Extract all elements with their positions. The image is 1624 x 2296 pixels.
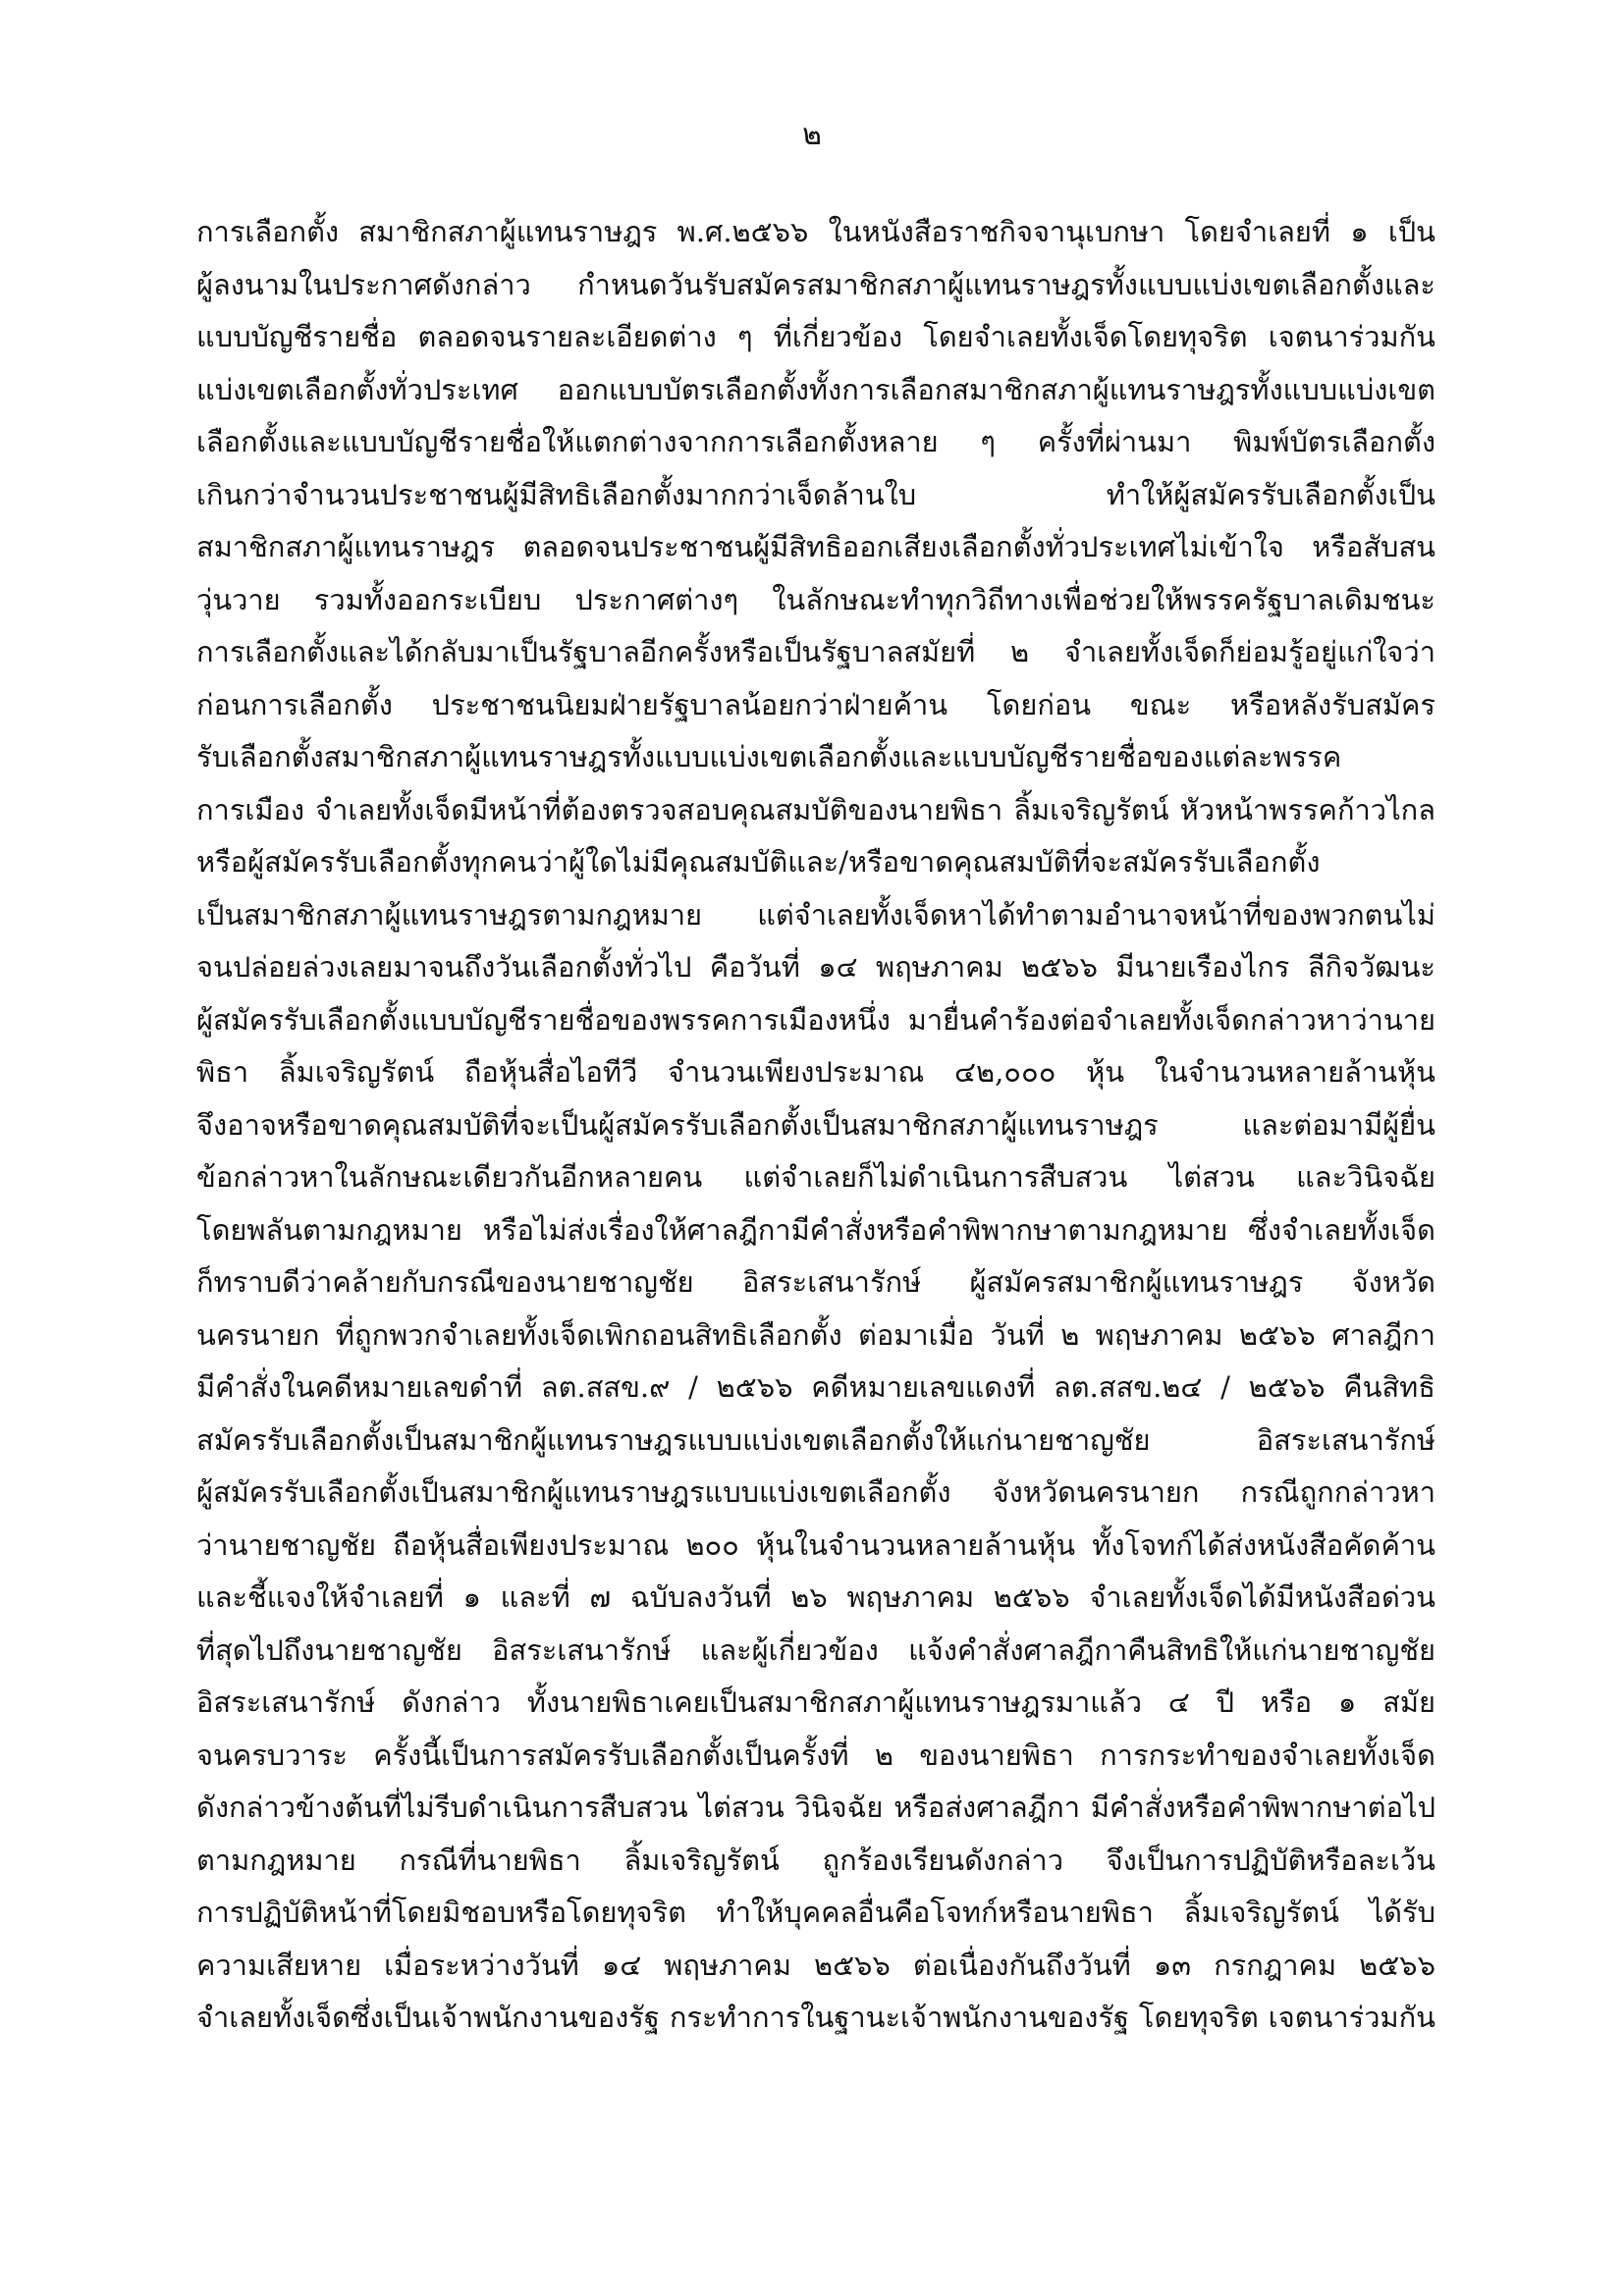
text-line: ผู้ลงนามในประกาศดังกล่าว กำหนดวันรับสมัครสมาชิกสภาผู้แทนราษฎรทั้งแบบแบ่งเขตเลือกตั้งและ bbox=[196, 267, 1435, 301]
text-line: และชี้แจงให้จำเลยที่ ๑ และที่ ๗ ฉบับลงวันที่ ๒๖ พฤษภาคม ๒๕๖๖ จำเลยทั้งเจ็ดได้มีหนังสือด่วน bbox=[196, 1580, 1435, 1614]
text-line: ว่านายชาญชัย ถือหุ้นสื่อเพียงประมาณ ๒๐๐ หุ้นในจำนวนหลายล้านหุ้น ทั้งโจทก์ได้ส่งหนังสือคัดค้าน bbox=[196, 1527, 1435, 1562]
text-line: นครนายก ที่ถูกพวกจำเลยทั้งเจ็ดเพิกถอนสิทธิเลือกตั้ง ต่อมาเมื่อ วันที่ ๒ พฤษภาคม ๒๕๖๖ ศาลฎีกา bbox=[196, 1317, 1435, 1352]
text-line: ความเสียหาย เมื่อระหว่างวันที่ ๑๔ พฤษภาคม ๒๕๖๖ ต่อเนื่องกันถึงวันที่ ๑๓ กรกฎาคม ๒๕๖๖ bbox=[196, 1948, 1435, 1982]
text-line: ข้อกล่าวหาในลักษณะเดียวกันอีกหลายคน แต่จำเลยก็ไม่ดำเนินการสืบสวน ไต่สวน และวินิจฉัย bbox=[196, 1160, 1435, 1194]
text-line: แบ่งเขตเลือกตั้งทั่วประเทศ ออกแบบบัตรเลือกตั้งทั้งการเลือกสมาชิกสภาผู้แทนราษฎรทั้งแบบแบ่งเขต bbox=[196, 372, 1435, 406]
text-line: ตามกฎหมาย กรณีที่นายพิธา ลิ้มเจริญรัตน์ ถูกร้องเรียนดังกล่าว จึงเป็นการปฏิบัติหรือละเว้น bbox=[196, 1842, 1435, 1877]
text-line: การเลือกตั้งและได้กลับมาเป็นรัฐบาลอีกครั้งหรือเป็นรัฐบาลสมัยที่ ๒ จำเลยทั้งเจ็ดก็ย่อมรู้อยู่แก่ใจว่า bbox=[196, 635, 1435, 668]
text-line: รับเลือกตั้งสมาชิกสภาผู้แทนราษฎรทั้งแบบแบ่งเขตเลือกตั้งและแบบบัญชีรายชื่อของแต่ละพรรค bbox=[196, 740, 1342, 774]
text-line: จนครบวาระ ครั้งนี้เป็นการสมัครรับเลือกตั้งเป็นครั้งที่ ๒ ของนายพิธา การกระทำของจำเลยทั้งเจ็ด bbox=[196, 1737, 1435, 1772]
text-line: ที่สุดไปถึงนายชาญชัย อิสระเสนารักษ์ และผู้เกี่ยวข้อง แจ้งคำสั่งศาลฎีกาคืนสิทธิให้แก่นายชาญชัย bbox=[196, 1632, 1435, 1667]
text-line: จึงอาจหรือขาดคุณสมบัติที่จะเป็นผู้สมัครรับเลือกตั้งเป็นสมาชิกสภาผู้แทนราษฎร และต่อมามีผู้ยื่น bbox=[196, 1107, 1435, 1142]
text-line: ดังกล่าวข้างต้นที่ไม่รีบดำเนินการสืบสวน ไต่สวน วินิจฉัย หรือส่งศาลฎีกา มีคำสั่งหรือคำพิพากษาต่อไป bbox=[196, 1790, 1435, 1824]
text-line: ก่อนการเลือกตั้ง ประชาชนนิยมฝ่ายรัฐบาลน้อยกว่าฝ่ายค้าน โดยก่อน ขณะ หรือหลังรับสมัคร bbox=[196, 687, 1435, 721]
text-line: การเมือง จำเลยทั้งเจ็ดมีหน้าที่ต้องตรวจสอบคุณสมบัติของนายพิธา ลิ้มเจริญรัตน์ หัวหน้าพรรคก้าวไกล bbox=[196, 792, 1435, 827]
text-line: เป็นสมาชิกสภาผู้แทนราษฎรตามกฎหมาย แต่จำเลยทั้งเจ็ดหาได้ทำตามอำนาจหน้าที่ของพวกตนไม่ bbox=[196, 897, 1435, 932]
text-line: หรือผู้สมัครรับเลือกตั้งทุกคนว่าผู้ใดไม่มีคุณสมบัติและ/หรือขาดคุณสมบัติที่จะสมัครรับเลือกตั้ง bbox=[196, 845, 1321, 879]
text-line: ผู้สมัครรับเลือกตั้งเป็นสมาชิกผู้แทนราษฎรแบบแบ่งเขตเลือกตั้ง จังหวัดนครนายก กรณีถูกกล่าวหา bbox=[196, 1475, 1435, 1509]
text-line: โดยพลันตามกฎหมาย หรือไม่ส่งเรื่องให้ศาลฎีกามีคำสั่งหรือคำพิพากษาตามกฎหมาย ซึ่งจำเลยทั้งเจ็ด bbox=[196, 1212, 1435, 1247]
text-line: การปฏิบัติหน้าที่โดยมิชอบหรือโดยทุจริต ทำให้บุคคลอื่นคือโจทก์หรือนายพิธา ลิ้มเจริญรัตน์ ได้รับ bbox=[196, 1896, 1435, 1929]
text-line: จำเลยทั้งเจ็ดซึ่งเป็นเจ้าพนักงานของรัฐ กระทำการในฐานะเจ้าพนักงานของรัฐ โดยทุจริต เจตนาร่วมกัน bbox=[196, 2001, 1435, 2034]
text-line: จนปล่อยล่วงเลยมาจนถึงวันเลือกตั้งทั่วไป คือวันที่ ๑๔ พฤษภาคม ๒๕๖๖ มีนายเรืองไกร ลีกิจวัฒนะ bbox=[196, 950, 1435, 984]
text-line: วุ่นวาย รวมทั้งออกระเบียบ ประกาศต่างๆ ในลักษณะทำทุกวิถีทางเพื่อช่วยให้พรรครัฐบาลเดิมชนะ bbox=[196, 582, 1435, 616]
text-line: แบบบัญชีรายชื่อ ตลอดจนรายละเอียดต่าง ๆ ที่เกี่ยวข้อง โดยจำเลยทั้งเจ็ดโดยทุจริต เจตนาร่วมกัน bbox=[196, 320, 1435, 353]
body-text bbox=[196, 206, 1435, 2045]
text-line: การเลือกตั้ง สมาชิกสภาผู้แทนราษฎร พ.ศ.๒๕๖๖ ในหนังสือราชกิจจานุเบกษา โดยจำเลยที่ ๑ เป็น bbox=[196, 215, 1435, 248]
text-line: เลือกตั้งและแบบบัญชีรายชื่อให้แตกต่างจากการเลือกตั้งหลาย ๆ ครั้งที่ผ่านมา พิมพ์บัตรเลือกตั้ง bbox=[196, 425, 1435, 458]
text-line: พิธา ลิ้มเจริญรัตน์ ถือหุ้นสื่อไอทีวี จำนวนเพียงประมาณ ๔๒,๐๐๐ หุ้น ในจำนวนหลายล้านหุ้น bbox=[196, 1055, 1435, 1089]
page-number: ๒ bbox=[802, 118, 822, 152]
text-line: ผู้สมัครรับเลือกตั้งแบบบัญชีรายชื่อของพรรคการเมืองหนึ่ง มายื่นคำร้องต่อจำเลยทั้งเจ็ดกล่าวหาว่านาย bbox=[196, 1002, 1435, 1037]
text-line: มีคำสั่งในคดีหมายเลขดำที่ ลต.สสข.๙ / ๒๕๖๖ คดีหมายเลขแดงที่ ลต.สสข.๒๔ / ๒๕๖๖ คืนสิทธิ bbox=[196, 1370, 1435, 1404]
text-line: อิสระเสนารักษ์ ดังกล่าว ทั้งนายพิธาเคยเป็นสมาชิกสภาผู้แทนราษฎรมาแล้ว ๔ ปี หรือ ๑ สมัย bbox=[196, 1685, 1435, 1719]
text-line: สมัครรับเลือกตั้งเป็นสมาชิกผู้แทนราษฎรแบบแบ่งเขตเลือกตั้งให้แก่นายชาญชัย อิสระเสนารักษ์ bbox=[196, 1422, 1435, 1457]
text-line: ก็ทราบดีว่าคล้ายกับกรณีของนายชาญชัย อิสระเสนารักษ์ ผู้สมัครสมาชิกผู้แทนราษฎร จังหวัด bbox=[196, 1265, 1435, 1299]
text-line: เกินกว่าจำนวนประชาชนผู้มีสิทธิเลือกตั้งมากกว่าเจ็ดล้านใบ ทำให้ผู้สมัครรับเลือกตั้งเป็น bbox=[196, 477, 1435, 511]
text-line: สมาชิกสภาผู้แทนราษฎร ตลอดจนประชาชนผู้มีสิทธิออกเสียงเลือกตั้งทั่วประเทศไม่เข้าใจ หรือสับสน bbox=[196, 530, 1435, 563]
